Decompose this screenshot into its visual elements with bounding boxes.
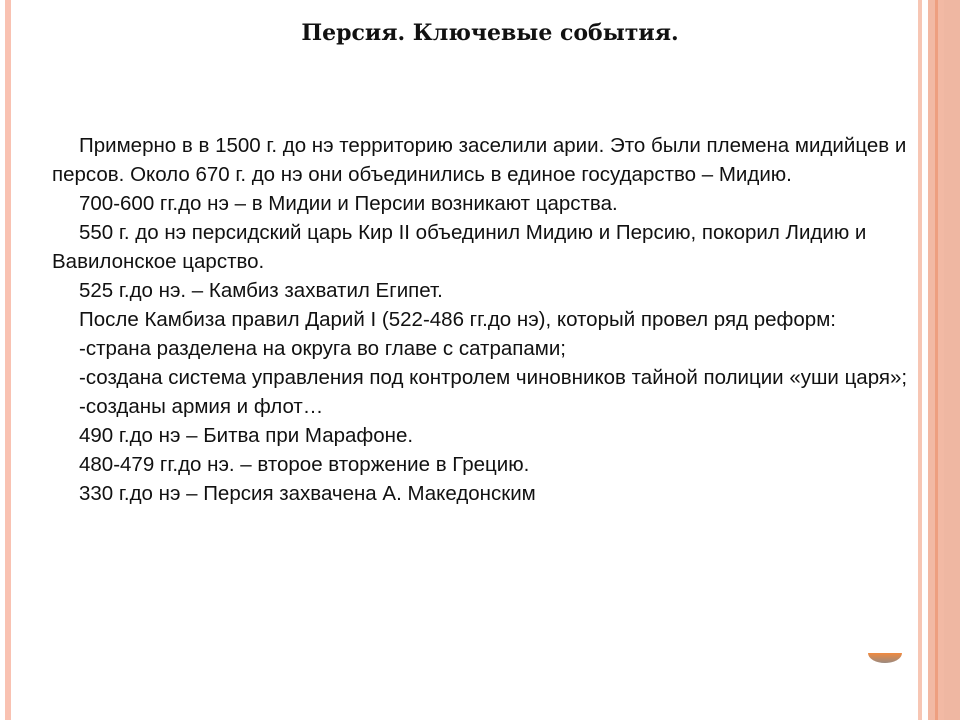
right-decorative-band (935, 0, 938, 720)
paragraph: 330 г.до нэ – Персия захвачена А. Македонским (79, 482, 536, 505)
left-decorative-stripe (5, 0, 11, 720)
right-decorative-band (944, 0, 960, 720)
decorative-arc-icon (868, 653, 902, 663)
paragraph: Примерно в в 1500 г. до нэ территорию заселили арии. Это были племена мидийцев и персов. Около 670 г. до нэ они объединились в единое государство – Мидию. (52, 134, 907, 186)
paragraph: -созданы армия и флот… (79, 395, 324, 418)
paragraph: 700-600 гг.до нэ – в Мидии и Персии возникают царства. (79, 192, 618, 215)
slide-body (52, 131, 912, 508)
paragraph: 480-479 гг.до нэ. – второе вторжение в Грецию. (79, 453, 530, 476)
slide-title: Персия. Ключевые события. (301, 20, 679, 46)
paragraph: 550 г. до нэ персидский царь Кир II объединил Мидию и Персию, покорил Лидию и Вавилонское царство. (52, 221, 867, 273)
right-decorative-band (918, 0, 922, 720)
paragraph: После Камбиза правил Дарий I (522-486 гг.до нэ), который провел ряд реформ: (79, 308, 836, 331)
paragraph: -страна разделена на округа во главе с сатрапами; (79, 337, 566, 360)
paragraph: 525 г.до нэ. – Камбиз захватил Египет. (79, 279, 443, 302)
paragraph: -создана система управления под контролем чиновников тайной полиции «уши царя»; (79, 366, 908, 389)
paragraph: 490 г.до нэ – Битва при Марафоне. (79, 424, 414, 447)
